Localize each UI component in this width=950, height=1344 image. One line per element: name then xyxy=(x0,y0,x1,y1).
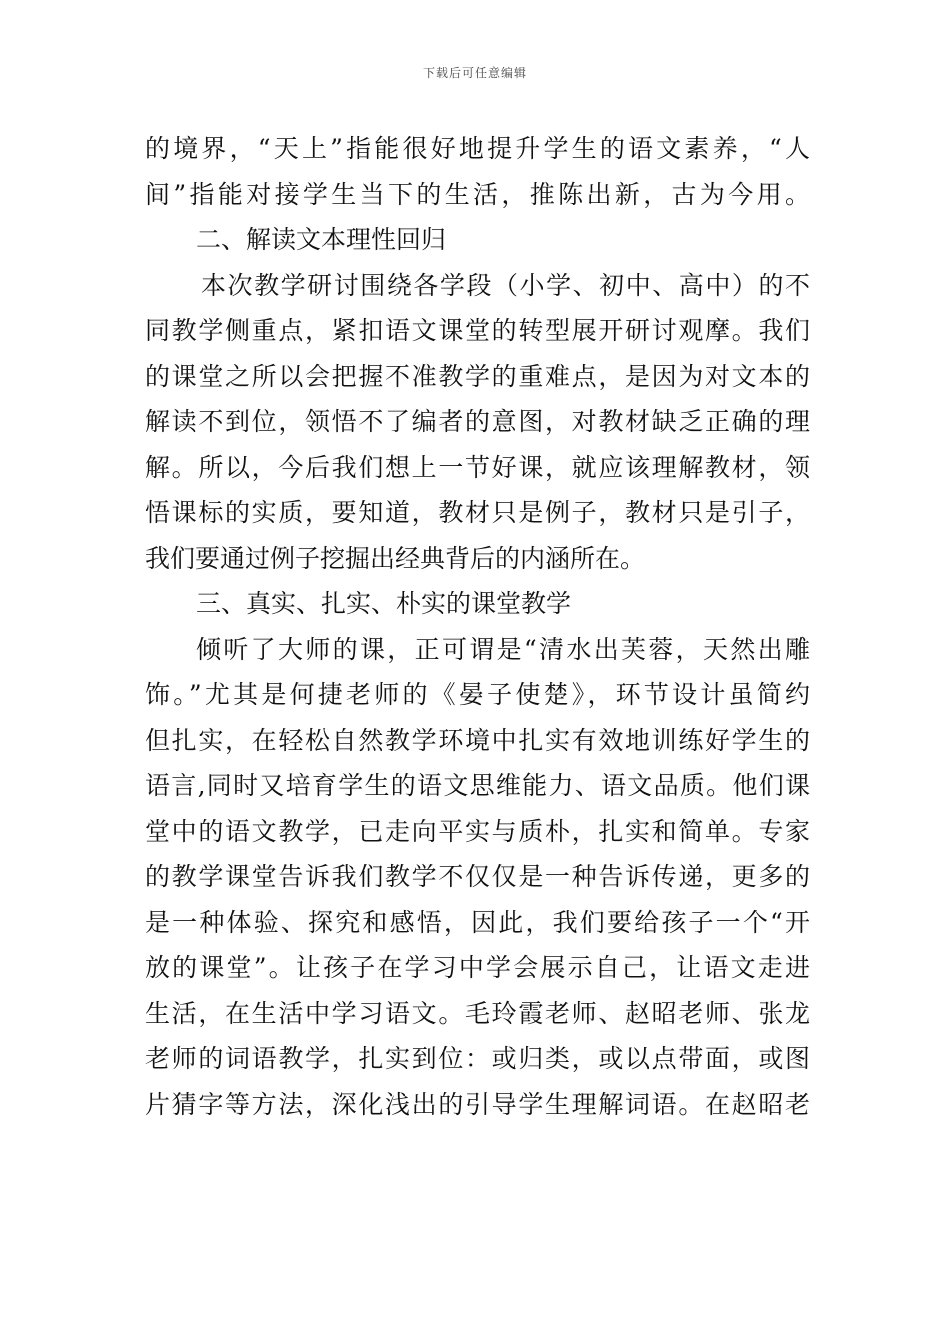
paragraph-line: 但扎实，在轻松自然教学环境中扎实有效地训练好学生的 xyxy=(145,725,810,755)
section-heading: 三、真实、扎实、朴实的课堂教学 xyxy=(196,589,572,618)
paragraph-line: 生活，在生活中学习语文。毛玲霞老师、赵昭老师、张龙 xyxy=(145,998,810,1028)
paragraph-line: 老师的词语教学，扎实到位：或归类，或以点带面，或图 xyxy=(145,1044,810,1073)
paragraph-line: 片猜字等方法，深化浅出的引导学生理解词语。在赵昭老 xyxy=(145,1089,810,1119)
paragraph-line: 饰。”尤其是何捷老师的《晏子使楚》，环节设计虽简约 xyxy=(145,680,810,709)
paragraph-line: 倾听了大师的课，正可谓是“清水出芙蓉，天然出雕 xyxy=(196,634,810,664)
paragraph-line: 我们要通过例子挖掘出经典背后的内涵所在。 xyxy=(145,543,646,573)
paragraph-line: 解读不到位，领悟不了编者的意图，对教材缺乏正确的理 xyxy=(145,407,810,436)
paragraph-line: 放的课堂”。让孩子在学习中学会展示自己，让语文走进 xyxy=(145,953,810,982)
paragraph-line: 同教学侧重点，紧扣语文课堂的转型展开研讨观摩。我们 xyxy=(145,316,810,345)
paragraph-line: 语言,同时又培育学生的语文思维能力、语文品质。他们课 xyxy=(145,771,810,800)
paragraph-line: 的境界，“天上”指能很好地提升学生的语文素养，“人 xyxy=(145,134,810,163)
paragraph-line: 本次教学研讨围绕各学段（小学、初中、高中）的不 xyxy=(201,270,810,300)
paragraph-line: 悟课标的实质，要知道，教材只是例子，教材只是引子， xyxy=(145,498,810,527)
paragraph-line: 解。所以，今后我们想上一节好课，就应该理解教材，领 xyxy=(145,452,810,482)
paragraph-line: 是一种体验、探究和感悟，因此，我们要给孩子一个“开 xyxy=(145,907,810,937)
document-body xyxy=(145,126,810,1127)
section-heading: 二、解读文本理性回归 xyxy=(196,225,447,254)
paragraph-line: 间”指能对接学生当下的生活，推陈出新，古为今用。 xyxy=(145,179,810,209)
paragraph-line: 的课堂之所以会把握不准教学的重难点，是因为对文本的 xyxy=(145,361,810,391)
paragraph-line: 的教学课堂告诉我们教学不仅仅是一种告诉传递，更多的 xyxy=(145,862,810,891)
paragraph-line: 堂中的语文教学，已走向平实与质朴，扎实和简单。专家 xyxy=(145,816,810,846)
page-header: 下载后可任意编辑 xyxy=(422,66,527,80)
